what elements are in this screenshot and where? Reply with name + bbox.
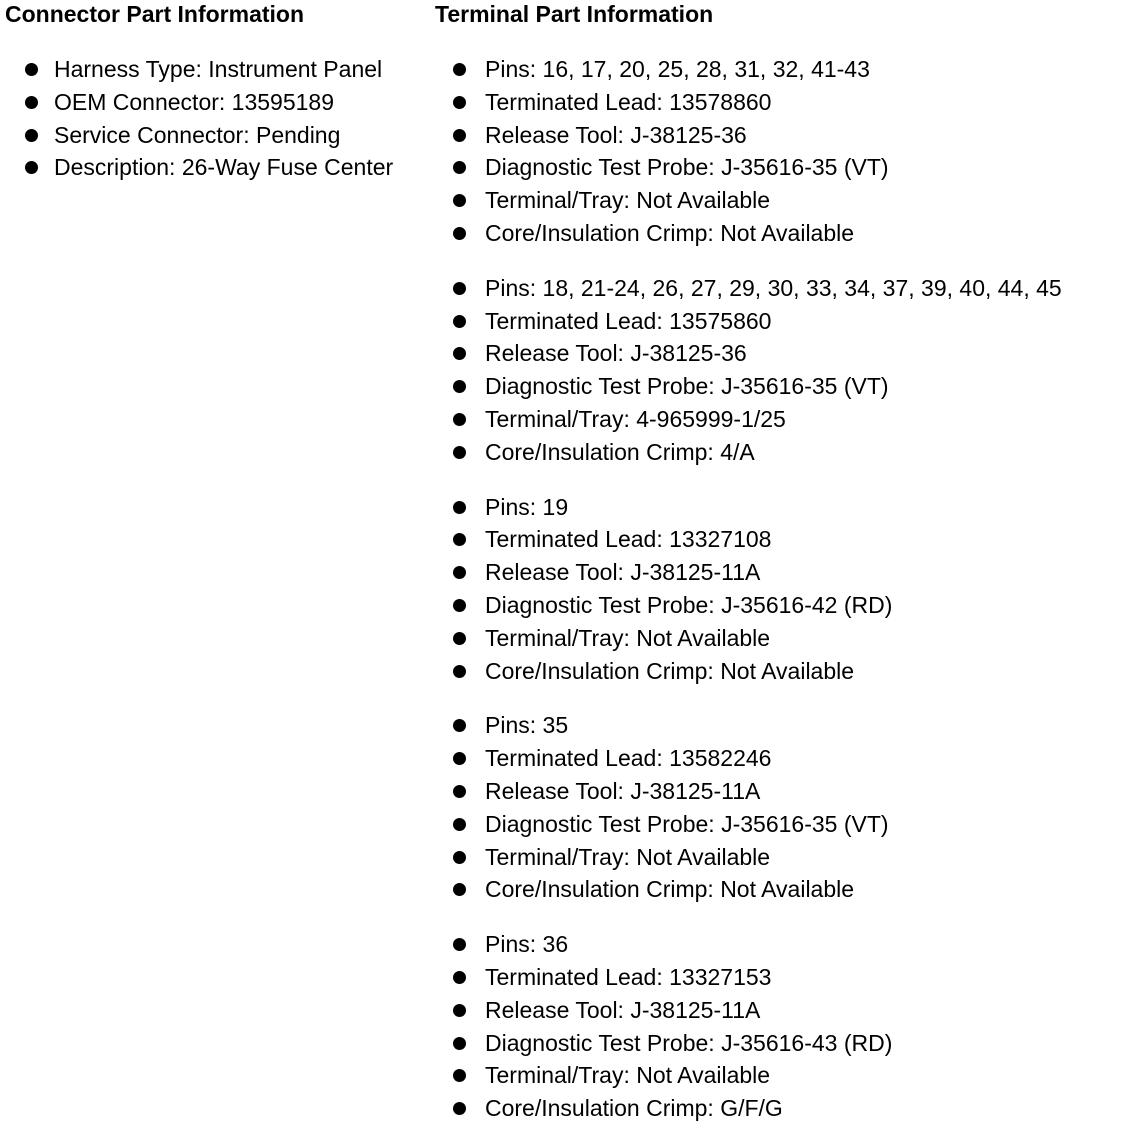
release-tool-text: Release Tool: J-38125-36 — [485, 340, 747, 367]
terminal-info-list — [435, 53, 1135, 250]
list-item — [435, 119, 1135, 152]
list-item — [5, 53, 430, 86]
list-item — [435, 337, 1135, 370]
terminal-tray-text: Terminal/Tray: Not Available — [485, 843, 771, 870]
list-item — [435, 556, 1135, 589]
bullet-icon — [25, 129, 38, 142]
terminal-tray-text: Terminal/Tray: Not Available — [485, 187, 771, 214]
terminated-lead-text: Terminated Lead: 13578860 — [485, 88, 772, 115]
core-insulation-crimp-text: Core/Insulation Crimp: Not Available — [485, 657, 855, 684]
connector-part-info-section — [5, 0, 430, 184]
list-item — [435, 305, 1135, 338]
pins-text: Pins: 19 — [485, 493, 569, 520]
list-item — [435, 184, 1135, 217]
core-insulation-crimp-text: Core/Insulation Crimp: 4/A — [485, 438, 755, 465]
bullet-icon — [453, 194, 466, 207]
terminal-group-2 — [435, 272, 1135, 469]
description-text: Description: 26-Way Fuse Center — [54, 154, 394, 181]
bullet-icon — [453, 851, 466, 864]
pins-text: Pins: 16, 17, 20, 25, 28, 31, 32, 41-43 — [485, 56, 870, 82]
bullet-icon — [453, 501, 466, 514]
list-item — [435, 709, 1135, 742]
list-item — [435, 217, 1135, 250]
list-item — [435, 53, 1135, 86]
bullet-icon — [453, 1102, 466, 1115]
list-item — [435, 86, 1135, 119]
list-item — [5, 119, 430, 152]
list-item — [435, 1059, 1135, 1092]
oem-connector-text: OEM Connector: 13595189 — [54, 88, 335, 115]
bullet-icon — [453, 227, 466, 240]
list-item — [435, 272, 1135, 305]
list-item — [435, 436, 1135, 469]
bullet-icon — [453, 129, 466, 142]
terminated-lead-text: Terminated Lead: 13327153 — [485, 963, 772, 990]
list-item — [435, 1092, 1135, 1125]
bullet-icon — [25, 63, 38, 76]
terminal-group-4 — [435, 709, 1135, 906]
core-insulation-crimp-text: Core/Insulation Crimp: G/F/G — [485, 1095, 783, 1122]
terminal-group-5 — [435, 928, 1135, 1125]
list-item — [5, 151, 430, 184]
bullet-icon — [453, 1037, 466, 1050]
release-tool-text: Release Tool: J-38125-11A — [485, 777, 761, 804]
list-item — [435, 622, 1135, 655]
list-item — [435, 491, 1135, 524]
bullet-icon — [453, 971, 466, 984]
terminal-info-list — [435, 709, 1135, 906]
connector-part-info-heading: Connector Part Information — [5, 1, 305, 27]
list-item — [435, 742, 1135, 775]
terminal-tray-text: Terminal/Tray: Not Available — [485, 1062, 771, 1089]
list-item — [435, 994, 1135, 1027]
list-item — [435, 961, 1135, 994]
pins-text: Pins: 36 — [485, 931, 569, 958]
service-connector-text: Service Connector: Pending — [54, 121, 341, 148]
bullet-icon — [453, 533, 466, 546]
bullet-icon — [25, 96, 38, 109]
list-item — [435, 655, 1135, 688]
bullet-icon — [453, 161, 466, 174]
bullet-icon — [453, 315, 466, 328]
connector-info-list — [5, 53, 430, 184]
list-item — [435, 873, 1135, 906]
bullet-icon — [453, 665, 466, 678]
terminal-part-info-heading: Terminal Part Information — [435, 1, 714, 27]
list-item — [435, 523, 1135, 556]
core-insulation-crimp-text: Core/Insulation Crimp: Not Available — [485, 876, 855, 903]
bullet-icon — [453, 1069, 466, 1082]
terminated-lead-text: Terminated Lead: 13582246 — [485, 745, 772, 772]
diagnostic-test-probe-text: Diagnostic Test Probe: J-35616-35 (VT) — [485, 810, 889, 837]
bullet-icon — [453, 752, 466, 765]
diagnostic-test-probe-text: Diagnostic Test Probe: J-35616-42 (RD) — [485, 591, 893, 618]
terminal-info-list — [435, 491, 1135, 688]
list-item — [5, 86, 430, 119]
bullet-icon — [453, 413, 466, 426]
bullet-icon — [453, 380, 466, 393]
list-item — [435, 151, 1135, 184]
release-tool-text: Release Tool: J-38125-36 — [485, 121, 747, 148]
bullet-icon — [453, 566, 466, 579]
bullet-icon — [453, 785, 466, 798]
list-item — [435, 1027, 1135, 1060]
list-item — [435, 841, 1135, 874]
bullet-icon — [453, 347, 466, 360]
bullet-icon — [453, 446, 466, 459]
bullet-icon — [453, 599, 466, 612]
release-tool-text: Release Tool: J-38125-11A — [485, 996, 761, 1023]
bullet-icon — [453, 96, 466, 109]
list-item — [435, 775, 1135, 808]
bullet-icon — [453, 1004, 466, 1017]
bullet-icon — [453, 719, 466, 732]
pins-text: Pins: 35 — [485, 712, 569, 739]
core-insulation-crimp-text: Core/Insulation Crimp: Not Available — [485, 219, 855, 246]
list-item — [435, 370, 1135, 403]
diagnostic-test-probe-text: Diagnostic Test Probe: J-35616-35 (VT) — [485, 373, 889, 400]
bullet-icon — [453, 883, 466, 896]
harness-type-text: Harness Type: Instrument Panel — [54, 56, 383, 82]
terminal-part-info-section — [435, 0, 1135, 1125]
terminal-info-list — [435, 928, 1135, 1125]
diagnostic-test-probe-text: Diagnostic Test Probe: J-35616-35 (VT) — [485, 154, 889, 181]
list-item — [435, 403, 1135, 436]
terminated-lead-text: Terminated Lead: 13327108 — [485, 526, 772, 553]
bullet-icon — [453, 632, 466, 645]
list-item — [435, 589, 1135, 622]
terminal-tray-text: Terminal/Tray: Not Available — [485, 624, 771, 651]
list-item — [435, 928, 1135, 961]
diagnostic-test-probe-text: Diagnostic Test Probe: J-35616-43 (RD) — [485, 1029, 893, 1056]
terminal-group-3 — [435, 491, 1135, 688]
bullet-icon — [25, 161, 38, 174]
terminated-lead-text: Terminated Lead: 13575860 — [485, 307, 772, 334]
pins-text: Pins: 18, 21-24, 26, 27, 29, 30, 33, 34, 37, 39, 40, 44, 45 — [485, 274, 1062, 301]
release-tool-text: Release Tool: J-38125-11A — [485, 559, 761, 586]
terminal-info-list — [435, 272, 1135, 469]
bullet-icon — [453, 818, 466, 831]
terminal-group-1 — [435, 53, 1135, 250]
bullet-icon — [453, 282, 466, 295]
bullet-icon — [453, 938, 466, 951]
terminal-tray-text: Terminal/Tray: 4-965999-1/25 — [485, 405, 786, 432]
bullet-icon — [453, 63, 466, 76]
list-item — [435, 808, 1135, 841]
